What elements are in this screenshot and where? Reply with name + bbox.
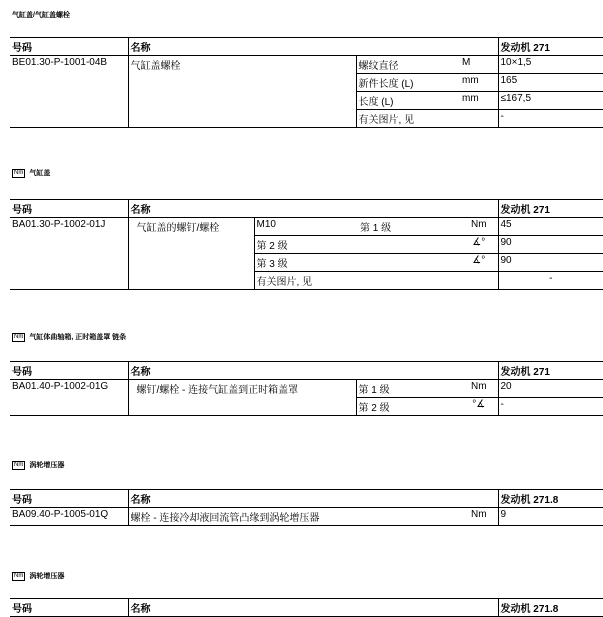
spec-value: 20 bbox=[498, 380, 603, 398]
spec-sub: 有关图片, 见 bbox=[254, 272, 358, 290]
header-engine: 发动机 271 bbox=[498, 38, 603, 56]
spec-sub: M10 bbox=[254, 218, 358, 236]
spec-unit: Nm bbox=[460, 218, 498, 236]
spec-stage: 第 2 级 bbox=[356, 398, 460, 416]
part-name: 螺钉/螺栓 - 连接气缸盖到正时箱盖罩 bbox=[128, 380, 356, 416]
section-title-text: 气缸盖 bbox=[29, 170, 51, 177]
part-name: 气缸盖的螺钉/螺栓 bbox=[128, 218, 254, 290]
table-row bbox=[10, 218, 603, 236]
table-row bbox=[10, 56, 603, 74]
spec-label: 有关图片, 见 bbox=[356, 110, 460, 128]
section-title-text: 气缸盖/气缸盖螺栓 bbox=[12, 12, 70, 19]
spec-stage: 第 1 级 bbox=[356, 380, 460, 398]
spec-value: - bbox=[498, 110, 603, 128]
spec-label: 螺纹直径 bbox=[356, 56, 460, 74]
section-title-5 bbox=[12, 571, 64, 581]
header-name: 名称 bbox=[128, 362, 356, 380]
torque-nm-icon: Nm bbox=[14, 461, 24, 468]
header-engine: 发动机 271 bbox=[498, 200, 603, 218]
section-title-4 bbox=[12, 460, 64, 470]
section-title-3 bbox=[12, 332, 126, 342]
table-row bbox=[10, 508, 603, 526]
header-code: 号码 bbox=[10, 599, 128, 617]
spec-unit: Nm bbox=[460, 380, 498, 398]
table-header bbox=[10, 362, 603, 380]
spec-value: 90 bbox=[498, 236, 603, 254]
table-row bbox=[10, 380, 603, 398]
spec-value: - bbox=[498, 398, 603, 416]
section-title-1 bbox=[12, 10, 70, 20]
spec-unit: ∡° bbox=[460, 254, 498, 272]
spec-unit: M bbox=[460, 56, 498, 74]
part-name: 螺栓 - 连接冷却液回流管凸缘到涡轮增压器 bbox=[128, 508, 460, 526]
spec-value: 165 bbox=[498, 74, 603, 92]
table-header bbox=[10, 200, 603, 218]
spec-table-4 bbox=[10, 489, 603, 526]
header-name: 名称 bbox=[128, 38, 356, 56]
spec-value: 90 bbox=[498, 254, 603, 272]
table-header bbox=[10, 490, 603, 508]
spec-table-2 bbox=[10, 199, 603, 290]
header-engine: 发动机 271.8 bbox=[498, 490, 603, 508]
spec-sub: 第 3 级 bbox=[254, 254, 358, 272]
spec-unit: mm bbox=[460, 74, 498, 92]
part-code: BE01.30-P-1001-04B bbox=[10, 56, 128, 128]
spec-sub: 第 2 级 bbox=[254, 236, 358, 254]
table-header bbox=[10, 599, 603, 617]
section-title-text: 涡轮增压器 bbox=[29, 462, 65, 469]
torque-nm-icon: Nm bbox=[14, 572, 24, 579]
spec-label: 长度 (L) bbox=[356, 92, 460, 110]
header-engine: 发动机 271 bbox=[498, 362, 603, 380]
header-name: 名称 bbox=[128, 200, 254, 218]
section-title-2 bbox=[12, 168, 50, 178]
spec-table-5 bbox=[10, 598, 603, 617]
part-code: BA01.30-P-1002-01J bbox=[10, 218, 128, 290]
spec-unit: ∡° bbox=[460, 236, 498, 254]
part-name: 气缸盖螺栓 bbox=[128, 56, 356, 128]
spec-value: 10×1,5 bbox=[498, 56, 603, 74]
spec-unit: Nm bbox=[460, 508, 498, 526]
part-code: BA01.40-P-1002-01G bbox=[10, 380, 128, 416]
header-code: 号码 bbox=[10, 200, 128, 218]
spec-label: 新件长度 (L) bbox=[356, 74, 460, 92]
torque-nm-icon: Nm bbox=[14, 333, 24, 340]
spec-value: ≤167,5 bbox=[498, 92, 603, 110]
spec-value: - bbox=[498, 272, 603, 290]
table-header bbox=[10, 38, 603, 56]
header-code: 号码 bbox=[10, 362, 128, 380]
spec-unit: mm bbox=[460, 92, 498, 110]
part-code: BA09.40-P-1005-01Q bbox=[10, 508, 128, 526]
spec-value: 9 bbox=[498, 508, 603, 526]
spec-value: 45 bbox=[498, 218, 603, 236]
spec-unit bbox=[460, 110, 498, 128]
torque-nm-icon: Nm bbox=[14, 169, 24, 176]
section-title-text: 涡轮增压器 bbox=[29, 573, 65, 580]
header-engine: 发动机 271.8 bbox=[498, 599, 603, 617]
header-name: 名称 bbox=[128, 490, 460, 508]
section-title-text: 气缸体曲轴箱, 正时箱盖罩 链条 bbox=[29, 334, 127, 341]
spec-table-3 bbox=[10, 361, 603, 416]
header-code: 号码 bbox=[10, 490, 128, 508]
header-name: 名称 bbox=[128, 599, 460, 617]
spec-unit: °∡ bbox=[460, 398, 498, 416]
spec-stage: 第 1 级 bbox=[358, 218, 460, 236]
header-code: 号码 bbox=[10, 38, 128, 56]
spec-table-1 bbox=[10, 37, 603, 128]
